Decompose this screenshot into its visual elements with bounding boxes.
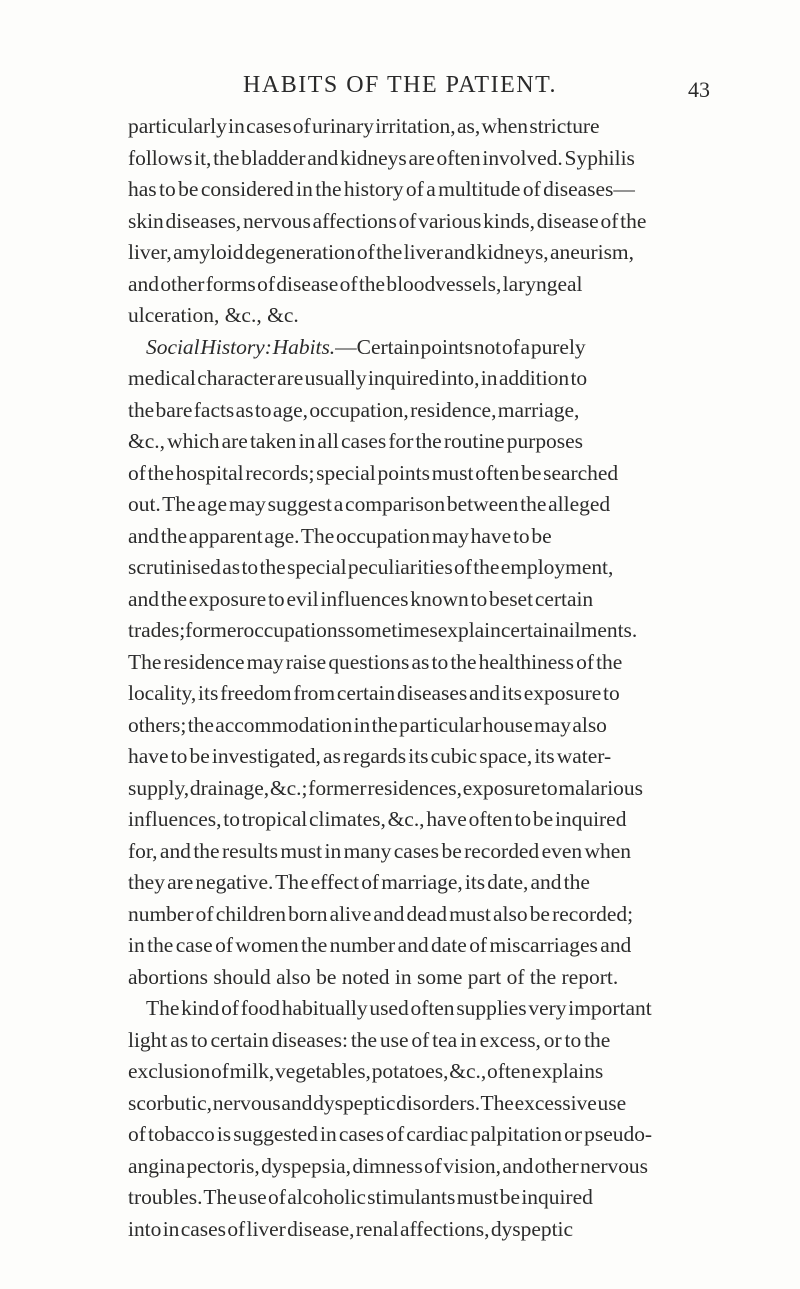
text-line: into in cases of liver disease, renal affections, dyspeptic (128, 1216, 574, 1241)
text-line: medical character are usually inquired into, in addition to (128, 366, 588, 390)
text-line: and the exposure to evil influences known to beset certain (128, 586, 594, 611)
text-line: and other forms of disease of the bloodvessels, laryngeal (128, 271, 583, 296)
text-line: of the hospital records; special points must often be searched (128, 460, 619, 485)
text-line: scrutinised as to the special peculiarities of the employment, (128, 555, 614, 579)
text-line: locality, its freedom from certain diseases and its exposure to (128, 681, 620, 705)
text-line: follows it, the bladder and kidneys are often involved. Syphilis (128, 145, 635, 170)
text-line: scorbutic, nervous and dyspeptic disorders. The excessive use (128, 1090, 627, 1115)
text-line: has to be considered in the history of a multitude of diseases— (128, 177, 635, 201)
text-line: particularly in cases of urinary irritation, as, when stricture (128, 114, 600, 138)
text-line: skin diseases, nervous affections of various kinds, disease of the (128, 208, 647, 233)
text-line: influences, to tropical climates, &c., have often to be inquired (128, 807, 627, 831)
text-line: in the case of women the number and date of miscarriages and (128, 933, 632, 957)
text-line: liver, amyloid degeneration of the liver and kidneys, aneurism, (128, 240, 634, 264)
running-head: HABITS OF THE PATIENT. (243, 72, 557, 98)
page-number: 43 (688, 77, 710, 102)
text-line: ulceration, &c., &c. (128, 303, 299, 327)
text-line: out. The age may suggest a comparison between the alleged (128, 492, 611, 516)
text-line: light as to certain diseases: the use of tea in excess, or to the (128, 1027, 611, 1052)
text-line: angina pectoris, dyspepsia, dimness of vision, and other nervous (128, 1153, 648, 1178)
text-line: for, and the results must in many cases be recorded even when (128, 838, 632, 863)
text-line: The residence may raise questions as to the healthiness of the (128, 649, 623, 674)
text-line: and the apparent age. The occupation may have to be (128, 523, 552, 548)
text-span: —Certain points not of a purely (335, 334, 586, 359)
text-line: have to be investigated, as regards its cubic space, its water- (128, 744, 612, 768)
text-line: &c., which are taken in all cases for the routine purposes (128, 429, 583, 453)
text-line: exclusion of milk, vegetables, potatoes, &c., often explains (128, 1059, 604, 1083)
text-line: supply, drainage, &c.; former residences, exposure to malarious (128, 775, 643, 800)
text-line: number of children born alive and dead must also be recorded; (128, 901, 634, 926)
text-line: they are negative. The effect of marriage, its date, and the (128, 870, 590, 894)
body-text (128, 111, 800, 1245)
text-line: The kind of food habitually used often supplies very important (146, 996, 652, 1020)
text-line: of tobacco is suggested in cases of cardiac palpitation or pseudo- (128, 1122, 653, 1146)
text-line: the bare facts as to age, occupation, residence, marriage, (128, 397, 580, 422)
text-line: trades; former occupations sometimes explain certain ailments. (128, 618, 638, 642)
text-line: others; the accommodation in the particular house may also (128, 712, 607, 737)
text-line (128, 332, 800, 364)
text-line: troubles. The use of alcoholic stimulants must be inquired (128, 1185, 593, 1209)
section-heading: Social History: Habits. (146, 334, 336, 359)
text-line: abortions should also be noted in some part of the report. (128, 964, 619, 989)
